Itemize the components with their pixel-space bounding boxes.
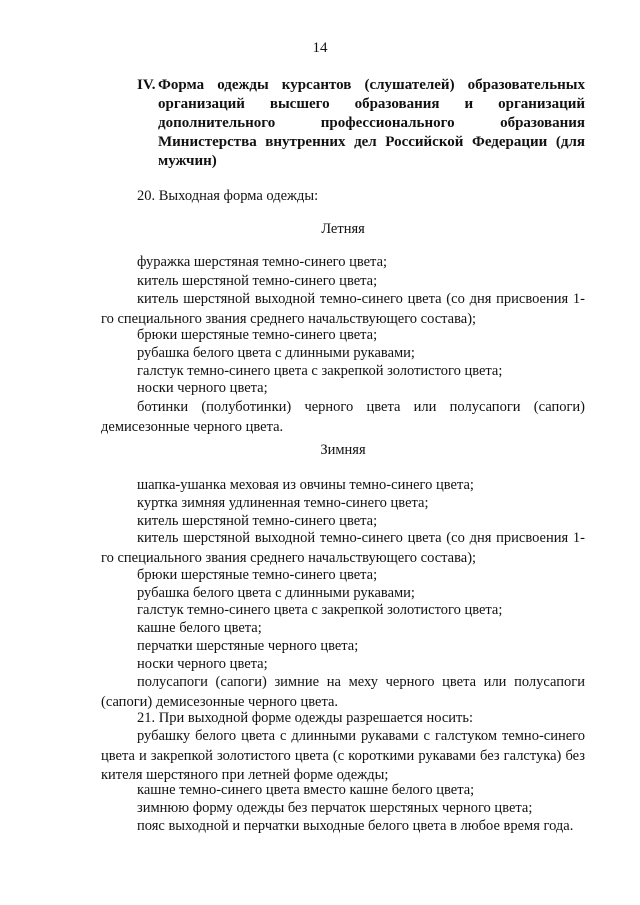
winter-item: полусапоги (сапоги) зимние на меху черного цвета или полусапоги (сапоги) демисезонные черного цвета. [101,674,585,710]
section21-item: кашне темно-синего цвета вместо кашне белого цвета; [137,782,475,798]
winter-item: носки черного цвета; [137,656,268,672]
summer-item: галстук темно-синего цвета с закрепкой золотистого цвета; [137,363,503,379]
winter-item: китель шерстяной выходной темно-синего цвета (со дня присвоения 1-го специального звания среднего начальствующего состава); [101,530,585,566]
winter-item: перчатки шерстяные черного цвета; [137,638,359,654]
page-number: 14 [312,40,328,56]
winter-item: кашне белого цвета; [137,620,262,636]
section-title: Форма одежды курсантов (слушателей) образовательных организаций высшего образования и организаций дополнительного профессионального образования Министерства внутренних дел Российской Федерации (для мужчин) [158,77,585,169]
section-heading [137,76,585,171]
summer-item: рубашка белого цвета с длинными рукавами; [137,345,415,361]
summer-item: китель шерстяной выходной темно-синего цвета (со дня присвоения 1-го специального звания среднего начальствующего состава); [101,291,585,327]
summer-item: ботинки (полуботинки) черного цвета или полусапоги (сапоги) демисезонные черного цвета. [101,399,585,435]
section-number: IV. [137,77,156,93]
section20-title: 20. Выходная форма одежды: [137,188,319,204]
winter-item: куртка зимняя удлиненная темно-синего цвета; [137,495,429,511]
winter-item: брюки шерстяные темно-синего цвета; [137,567,378,583]
section21-item: пояс выходной и перчатки выходные белого цвета в любое время года. [137,818,574,834]
section21-title: 21. При выходной форме одежды разрешается носить: [137,710,473,726]
section21-item: рубашку белого цвета с длинными рукавами с галстуком темно-синего цвета и закрепкой золотистого цвета (с короткими рукавами без галстука) без кителя шерстяного при летней форме одежды; [101,728,585,783]
winter-item: шапка-ушанка меховая из овчины темно-синего цвета; [137,477,474,493]
summer-item: китель шерстяной темно-синего цвета; [137,273,378,289]
winter-label: Зимняя [320,442,366,458]
winter-item: рубашка белого цвета с длинными рукавами; [137,585,415,601]
summer-item: носки черного цвета; [137,380,268,396]
winter-item: галстук темно-синего цвета с закрепкой золотистого цвета; [137,602,503,618]
summer-item: фуражка шерстяная темно-синего цвета; [137,254,388,270]
section21-item: зимнюю форму одежды без перчаток шерстяных черного цвета; [137,800,533,816]
winter-item: китель шерстяной темно-синего цвета; [137,513,378,529]
summer-label: Летняя [321,221,365,237]
summer-item: брюки шерстяные темно-синего цвета; [137,327,378,343]
